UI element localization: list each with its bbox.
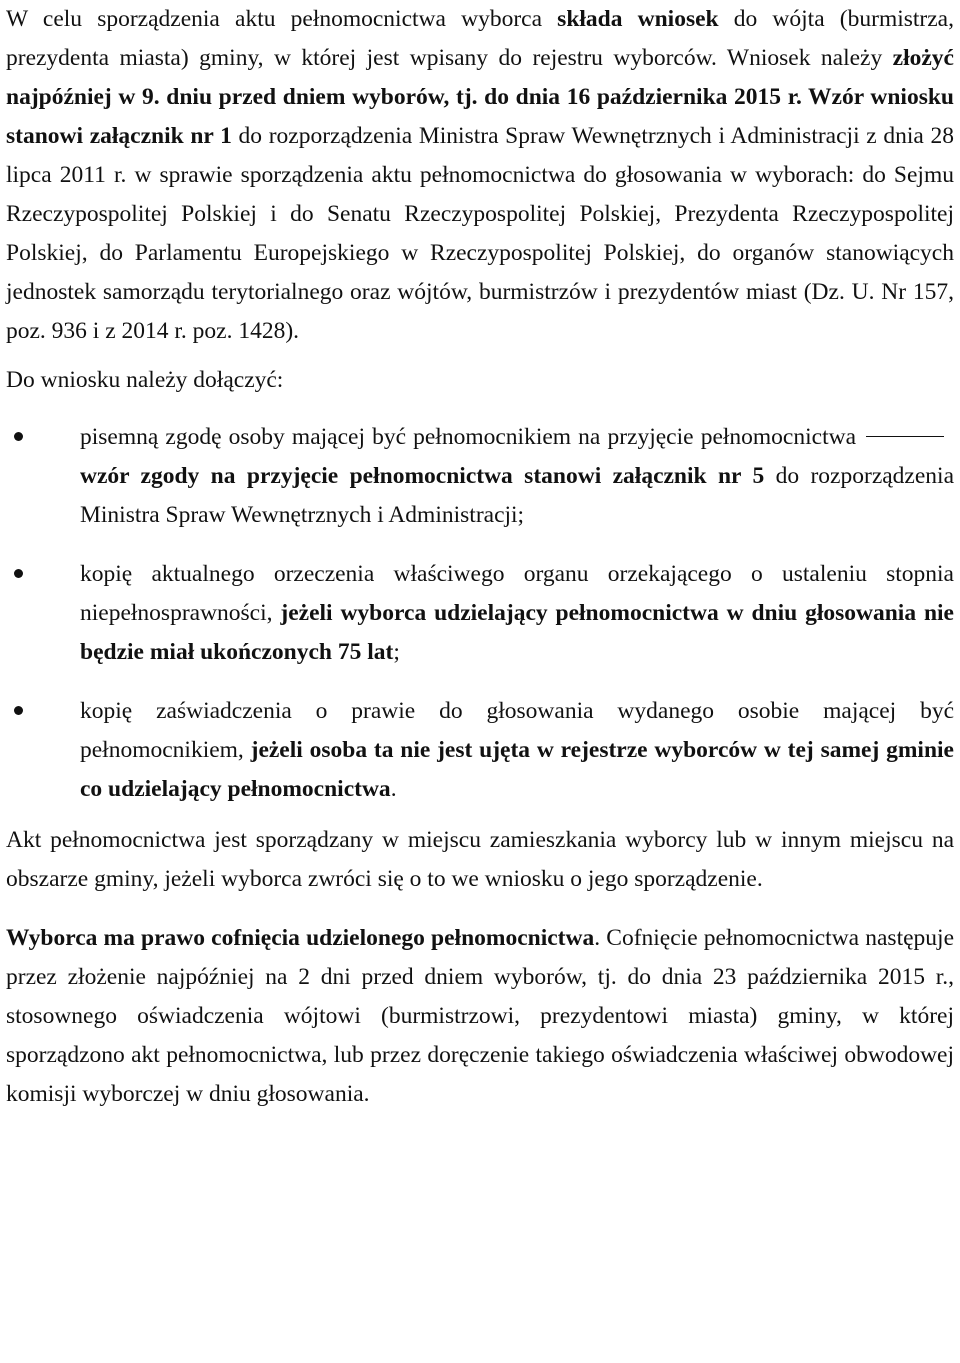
- dash-separator: [866, 436, 944, 438]
- item-1-text: pisemną zgodę osoby mającej być pełnomocnikiem na przyjęcie pełnomocnictwa: [80, 424, 856, 450]
- attachments-heading: Do wniosku należy dołączyć:: [6, 367, 284, 393]
- intro-text-1: W celu sporządzenia aktu pełnomocnictwa wyborca: [6, 6, 558, 32]
- item-1-bold: wzór zgody na przyjęcie pełnomocnictwa stanowi załącznik nr 5: [80, 463, 765, 489]
- item-3-text-2: .: [390, 776, 397, 802]
- intro-text-2: do wójta (burmistrza, prezydenta miasta) gminy, w której jest wpisany do rejestru wyborców. Wniosek należy: [6, 6, 954, 71]
- bullet-icon: [14, 432, 23, 441]
- item-3-text: kopię zaświadczenia o prawie do głosowania wydanego osobie mającej być pełnomocnikiem,: [80, 698, 954, 763]
- item-3-bold: jeżeli osoba ta nie jest ujęta w rejestrze wyborców w tej samej gminie co udzielający pełnomocnictwa: [80, 737, 954, 802]
- list-item: [6, 418, 954, 535]
- intro-bold-1: składa wniosek: [557, 6, 719, 32]
- intro-bold-2: złożyć najpóźniej w 9. dniu przed dniem wyborów, tj. do dnia 16 października 2015 r. Wzór wniosku stanowi załącznik nr 1: [6, 45, 954, 149]
- revoke-bold: Wyborca ma prawo cofnięcia udzielonego pełnomocnictwa: [6, 925, 595, 951]
- place-paragraph: Akt pełnomocnictwa jest sporządzany w miejscu zamieszkania wyborcy lub w innym miejscu na obszarze gminy, jeżeli wyborca zwróci się o to we wniosku o jego sporządzenie.: [6, 827, 954, 892]
- list-item: [6, 555, 954, 672]
- bullet-icon: [14, 706, 23, 715]
- item-2-bold: jeżeli wyborca udzielający pełnomocnictwa w dniu głosowania nie będzie miał ukończonych 75 lat: [80, 600, 954, 665]
- attachments-list: [6, 418, 954, 809]
- intro-paragraph: [6, 0, 954, 351]
- bullet-icon: [14, 569, 23, 578]
- item-1-text-2: do rozporządzenia Ministra Spraw Wewnętrznych i Administracji;: [80, 463, 954, 528]
- item-2-text-2: ;: [393, 639, 400, 665]
- list-item: [6, 692, 954, 809]
- revoke-text: . Cofnięcie pełnomocnictwa następuje przez złożenie najpóźniej na 2 dni przed dniem wyborów, tj. do dnia 23 października 2015 r., stosownego oświadczenia wójtowi (burmistrzowi, prezydentowi miasta) gminy, w której sporządzono akt pełnomocnictwa, lub przez doręczenie takiego oświadczenia właściwej obwodowej komisji wyborczej w dniu głosowania.: [6, 925, 954, 1107]
- revoke-paragraph: [6, 919, 954, 1114]
- intro-text-3: do rozporządzenia Ministra Spraw Wewnętrznych i Administracji z dnia 28 lipca 2011 r. w sprawie sporządzenia aktu pełnomocnictwa do głosowania w wyborach: do Sejmu Rzeczypospolitej Polskiej i do Senatu Rzeczypospolitej Polskiej, Prezydenta Rzeczypospolitej Polskiej, do Parlamentu Europejskiego w Rzeczypospolitej Polskiej, do organów stanowiących jednostek samorządu terytorialnego oraz wójtów, burmistrzów i prezydentów miast (Dz. U. Nr 157, poz. 936 i z 2014 r. poz. 1428).: [6, 123, 954, 344]
- item-2-text: kopię aktualnego orzeczenia właściwego organu orzekającego o ustaleniu stopnia niepełnosprawności,: [80, 561, 954, 626]
